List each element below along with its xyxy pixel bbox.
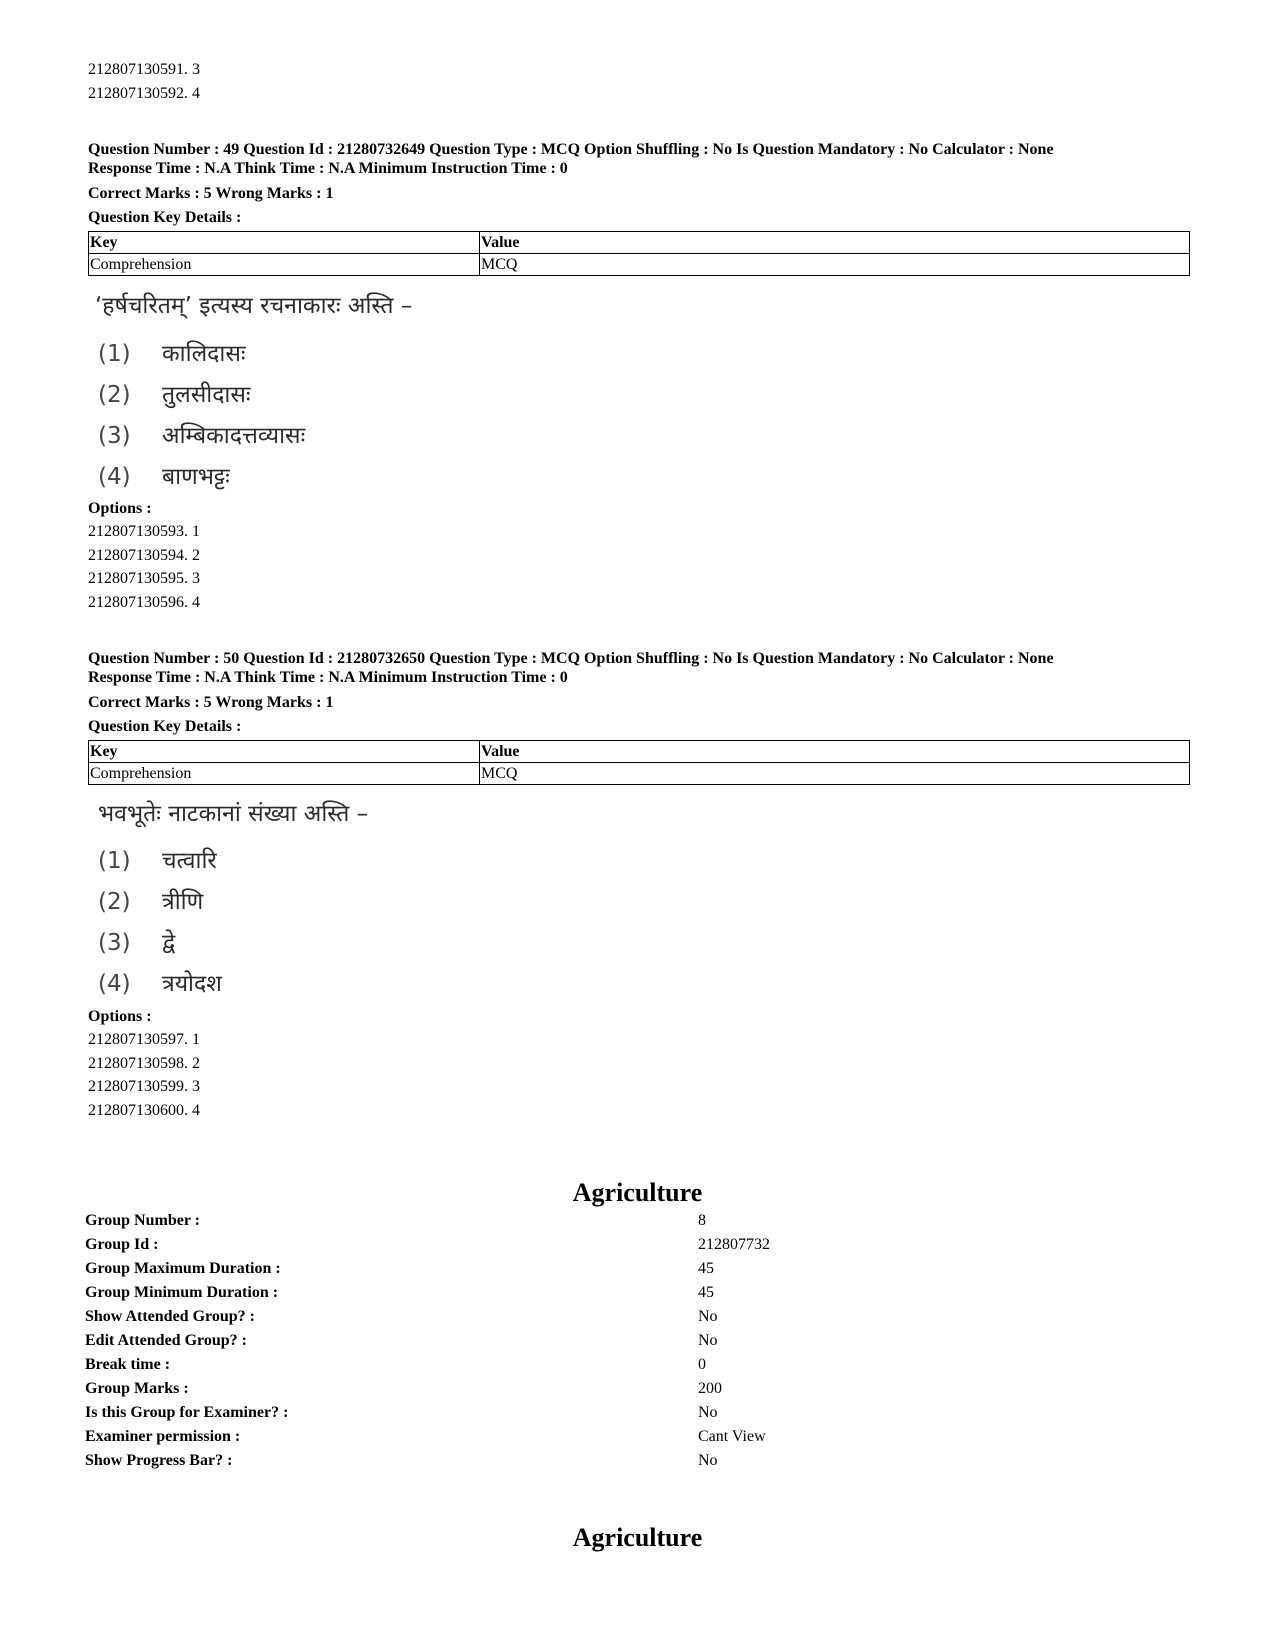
question-marks: Correct Marks : 5 Wrong Marks : 1: [88, 185, 334, 202]
table-header-row: [89, 741, 1190, 763]
table-cell-key: Comprehension: [89, 254, 480, 276]
option-line: 212807130595. 3: [88, 570, 200, 587]
question-stem: भवभूतेः नाटकानां संख्या अस्ति –: [98, 801, 369, 827]
choice-number: (3): [98, 930, 131, 956]
section-title: Agriculture: [572, 1178, 703, 1207]
choice-text: बाणभट्टः: [162, 464, 230, 490]
choice-text: अम्बिकादत्तव्यासः: [162, 423, 306, 449]
choice-number: (2): [98, 889, 131, 915]
group-row-label: Group Marks :: [85, 1380, 189, 1397]
option-line: 212807130598. 2: [88, 1055, 200, 1072]
choice-text: त्रीणि: [162, 889, 204, 915]
table-header-value: Value: [480, 232, 1190, 254]
question-header: Question Number : 50 Question Id : 21280732650 Question Type : MCQ Option Shuffling : No Is Question Mandatory : No Calculator : None: [88, 650, 1054, 667]
choice-number: (2): [98, 382, 131, 408]
group-row-value: No: [698, 1404, 718, 1421]
choice-number: (1): [98, 848, 131, 874]
options-label: Options :: [88, 1008, 152, 1025]
choice-text: त्रयोदश: [162, 971, 222, 997]
choice-number: (4): [98, 464, 131, 490]
choice-item: [98, 459, 230, 491]
table-header-key: Key: [89, 741, 480, 763]
group-row-label: Show Attended Group? :: [85, 1308, 255, 1325]
group-row-label: Show Progress Bar? :: [85, 1452, 233, 1469]
group-row-value: No: [698, 1452, 718, 1469]
option-line: 212807130596. 4: [88, 594, 200, 611]
group-row-label: Break time :: [85, 1356, 171, 1373]
question-key-table: [88, 231, 1190, 276]
option-line: 212807130593. 1: [88, 523, 200, 540]
group-row-value: No: [698, 1332, 718, 1349]
question-header-line2: Response Time : N.A Think Time : N.A Minimum Instruction Time : 0: [88, 160, 568, 177]
choice-item: [98, 884, 203, 916]
choice-item: [98, 377, 251, 409]
choice-item: [98, 336, 246, 368]
choice-item: [98, 843, 217, 875]
choice-item: [98, 418, 305, 450]
choice-item: [98, 925, 175, 957]
choice-text: कालिदासः: [162, 341, 246, 367]
group-row-label: Edit Attended Group? :: [85, 1332, 247, 1349]
table-cell-value: MCQ: [480, 254, 1190, 276]
option-line: 212807130599. 3: [88, 1078, 200, 1095]
option-line: 212807130592. 4: [88, 85, 200, 102]
option-line: 212807130597. 1: [88, 1031, 200, 1048]
group-row-label: Group Maximum Duration :: [85, 1260, 281, 1277]
group-row-label: Group Id :: [85, 1236, 159, 1253]
question-key-table: [88, 740, 1190, 785]
table-cell-value: MCQ: [480, 763, 1190, 785]
choice-number: (3): [98, 423, 131, 449]
choice-text: तुलसीदासः: [162, 382, 251, 408]
choice-number: (4): [98, 971, 131, 997]
question-header-line2: Response Time : N.A Think Time : N.A Minimum Instruction Time : 0: [88, 669, 568, 686]
group-row-value: 212807732: [698, 1236, 770, 1253]
table-cell-key: Comprehension: [89, 763, 480, 785]
table-row: [89, 254, 1190, 276]
table-row: [89, 763, 1190, 785]
group-row-label: Examiner permission :: [85, 1428, 241, 1445]
group-row-label: Group Minimum Duration :: [85, 1284, 279, 1301]
key-details-label: Question Key Details :: [88, 718, 242, 735]
choice-number: (1): [98, 341, 131, 367]
option-line: 212807130594. 2: [88, 547, 200, 564]
question-stem: ‘हर्षचरितम्’ इत्यस्य रचनाकारः अस्ति –: [95, 293, 413, 319]
option-line: 212807130591. 3: [88, 61, 200, 78]
group-row-value: 8: [698, 1212, 706, 1229]
group-row-value: 45: [698, 1284, 714, 1301]
options-label: Options :: [88, 500, 152, 517]
choice-text: चत्वारि: [162, 848, 217, 874]
key-details-label: Question Key Details :: [88, 209, 242, 226]
group-row-label: Group Number :: [85, 1212, 200, 1229]
question-header: Question Number : 49 Question Id : 21280732649 Question Type : MCQ Option Shuffling : No Is Question Mandatory : No Calculator : None: [88, 141, 1054, 158]
group-row-label: Is this Group for Examiner? :: [85, 1404, 289, 1421]
choice-item: [98, 966, 222, 998]
table-header-key: Key: [89, 232, 480, 254]
choice-text: द्वे: [162, 930, 176, 956]
table-header-row: [89, 232, 1190, 254]
group-row-value: 0: [698, 1356, 706, 1373]
group-row-value: 200: [698, 1380, 722, 1397]
section-title: Agriculture: [572, 1523, 703, 1552]
option-line: 212807130600. 4: [88, 1102, 200, 1119]
group-row-value: No: [698, 1308, 718, 1325]
question-marks: Correct Marks : 5 Wrong Marks : 1: [88, 694, 334, 711]
table-header-value: Value: [480, 741, 1190, 763]
group-row-value: 45: [698, 1260, 714, 1277]
group-row-value: Cant View: [698, 1428, 766, 1445]
